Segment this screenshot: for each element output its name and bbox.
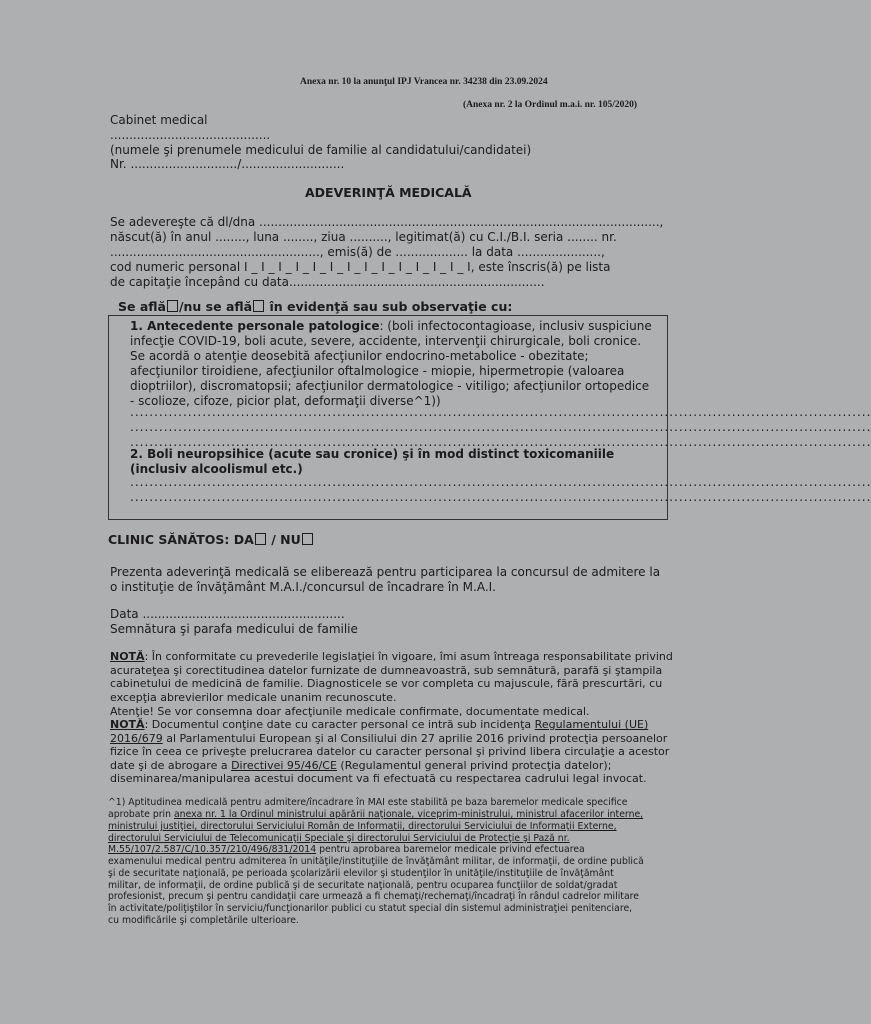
nota2-line-4 <box>110 759 611 773</box>
nota2-text-2b: al Parlamentului European şi al Consiliului din 27 aprilie 2016 privind protecţia persoanelor <box>162 732 668 745</box>
order-reference: (Anexa nr. 2 la Ordinul m.a.i. nr. 105/2020) <box>463 100 638 110</box>
clinic-label: CLINIC SĂNĂTOS: DA <box>108 532 254 547</box>
registration-number: Nr. ............................/........................... <box>110 157 345 171</box>
footnote-line-1: ^1) Aptitudinea medicală pentru admitere/încadrare în MAI este stabilită pe baza baremelor medicale specifice <box>108 797 628 808</box>
regulation-number-link[interactable]: 2016/679 <box>110 732 163 745</box>
footnote-line-4[interactable]: directorului Serviciului de Telecomunicaţii Speciale şi directorului Serviciului de Protecţie şi Pază nr. <box>108 833 570 844</box>
intro-line-1: Se adevereşte că dl/dna ........................................................................................................., <box>110 215 664 229</box>
footnote-line-2 <box>108 809 643 821</box>
nota2-text-4a: date şi de abrogare a <box>110 759 232 772</box>
section1-title: 1. Antecedente personale patologice <box>130 319 380 333</box>
date-field[interactable]: Data ..................................................... <box>110 607 345 621</box>
clinic-sep: / NU <box>271 532 301 547</box>
footnote-text-2a: aprobate prin <box>108 809 174 820</box>
evidence-suffix: în evidenţă sau sub observaţie cu: <box>269 299 513 314</box>
nota2-line-2 <box>110 732 667 746</box>
checkbox-da[interactable] <box>255 533 266 545</box>
footnote-line-9: profesionist, precum şi pentru candidaţii care urmează a fi chemaţi/rechemaţi/încadraţi în rândul cadrelor militare <box>108 891 639 902</box>
section1-line-5: dioptriilor), discromatopsii; afecţiunilor dermatologice - vitiligo; afecţiunilor ortopedice <box>130 379 650 393</box>
cabinet-dots: .......................................... <box>110 128 271 142</box>
nota2-label: NOTĂ <box>110 718 145 731</box>
footnote-line-3[interactable]: ministrului justiţiei, directorului Serviciului Român de Informaţii, directorului Serviciului de Informaţii Externe, <box>108 821 617 832</box>
section1-fill-line-1[interactable]: .......................................................................................................................................................... <box>130 405 871 419</box>
section1-text-0: : (boli infectocontagioase, inclusiv suspiciune <box>379 319 652 333</box>
footnote-line-11: cu modificările şi completările ulterioare. <box>108 915 299 926</box>
section1-line-6: - scolioze, cifoze, picior plat, deformaţii diverse^1)) <box>130 394 441 408</box>
nota2-text-1a: : Documentul conţine date cu caracter personal ce intră sub incidenţa <box>144 718 535 731</box>
section1-fill-line-2[interactable]: .......................................................................................................................................................... <box>130 420 871 434</box>
signature-label: Semnătura şi parafa medicului de familie <box>110 622 358 636</box>
checkbox-nu-se-afla[interactable] <box>253 300 264 312</box>
footnote-line-5 <box>108 844 585 856</box>
intro-line-4: cod numeric personal I _ I _ I _ I _ I _ I _ I _ I _ I _ I _ I _ I _ I _ I, este înscris(ă) pe lista <box>110 260 611 274</box>
section2-title-line-1: 2. Boli neuropsihice (acute sau cronice) şi în mod distinct toxicomaniile <box>130 447 615 461</box>
checkbox-se-afla[interactable] <box>167 300 178 312</box>
footnote-text-5b: pentru aprobarea baremelor medicale privind efectuarea <box>316 844 585 855</box>
footnote-line-8: militar, de informaţii, de ordine publică şi de securitate naţională, pentru ocuparea funcţiilor de soldat/gradat <box>108 880 618 891</box>
evidence-statement <box>118 299 512 314</box>
checkbox-nu[interactable] <box>302 533 313 545</box>
page-title: ADEVERINŢĂ MEDICALĂ <box>305 185 472 200</box>
intro-line-2: născut(ă) în anul ........, luna ........, ziua .........., legitimat(ă) cu C.I./B.I. seria ........ nr. <box>110 230 617 244</box>
evidence-middle: /nu se află <box>178 299 253 314</box>
nota1-text-0: : În conformitate cu prevederile legislaţiei în vigoare, îmi asum întreaga responsabilitate privind <box>144 650 673 663</box>
clinic-healthy-row <box>108 532 314 547</box>
purpose-line-1: Prezenta adeverinţă medicală se eliberează pentru participarea la concursul de admitere la <box>110 565 661 579</box>
intro-line-3: ......................................................., emis(ă) de ................... la data ......................, <box>110 245 605 259</box>
nota2-line-5: diseminarea/manipularea acestui document va fi efectuată cu respectarea cadrului legal invocat. <box>110 772 647 785</box>
intro-line-5: de capitaţie începând cu data................................................................... <box>110 275 545 289</box>
regulation-link[interactable]: Regulamentului (UE) <box>534 718 649 731</box>
annex-reference: Anexa nr. 10 la anunţul IPJ Vrancea nr. 34238 din 23.09.2024 <box>300 77 548 87</box>
section2-fill-line-2[interactable]: .......................................................................................................................................................... <box>130 490 871 504</box>
nota2-line-1 <box>110 718 648 732</box>
directive-link[interactable]: Directivei 95/46/CE <box>231 759 337 772</box>
cabinet-label: Cabinet medical <box>110 113 208 127</box>
section2-fill-line-1[interactable]: .......................................................................................................................................................... <box>130 475 871 489</box>
doctor-name-hint: (numele şi prenumele medicului de familie al candidatului/candidatei) <box>110 143 532 157</box>
section1-fill-line-3[interactable]: .......................................................................................................................................................... <box>130 435 871 449</box>
attention-note: Atenţie! Se vor consemna doar afecţiunile medicale confirmate, documentate medical. <box>110 705 590 718</box>
section1-line-3: Se acordă o atenţie deosebită afecţiunilor endocrino-metabolice - obezitate; <box>130 349 589 363</box>
nota1-label: NOTĂ <box>110 650 145 663</box>
nota1-line-1 <box>110 650 673 664</box>
purpose-line-2: o instituţie de învăţământ M.A.I./concursul de încadrare în M.A.I. <box>110 580 496 594</box>
nota1-line-2: acurateţea şi corectitudinea datelor furnizate de dumneavoastră, sub semnătură, parafă şi ştampila <box>110 664 663 677</box>
section1-line-2: infecţie COVID-19, boli acute, severe, accidente, intervenţii chirurgicale, boli cronice. <box>130 334 642 348</box>
footnote-line-7: şi de securitate naţională, pe perioada şcolarizării elevilor şi studenţilor în unităţile/instituţiile de învăţământ <box>108 868 614 879</box>
footnote-line-6: examenului medical pentru admiterea în unităţile/instituţiile de învăţământ militar, de informaţii, de ordine publică <box>108 856 644 867</box>
nota1-line-4: excepţia abrevierilor medicale unanim recunoscute. <box>110 691 397 704</box>
section2-title-line-2: (inclusiv alcoolismul etc.) <box>130 462 303 476</box>
order-annex-link[interactable]: anexa nr. 1 la Ordinul ministrului apărării naţionale, viceprim-ministrului, ministrul afacerilor interne, <box>173 809 644 820</box>
nota2-text-4c: (Regulamentul general privind protecţia datelor); <box>336 759 612 772</box>
footnote-line-10: în activitate/poliţiştilor în serviciu/funcţionarilor publici cu statut special din sistemul administraţiei penitenciare, <box>108 903 633 914</box>
section1-line-1 <box>130 319 652 334</box>
nota2-line-3: fizice în ceea ce priveşte prelucrarea datelor cu caracter personal şi privind libera circulaţie a acestor <box>110 745 670 758</box>
section1-line-4: afecţiunilor tiroidiene, afecţiunilor oftalmologice - miopie, hipermetropie (valoarea <box>130 364 625 378</box>
evidence-prefix: Se află <box>118 299 166 314</box>
order-number-link[interactable]: M.55/107/2.587/C/10.357/210/496/831/2014 <box>108 844 317 855</box>
nota1-line-3: cabinetului de medicină de familie. Diagnosticele se vor completa cu majuscule, fără prescurtări, cu <box>110 677 663 690</box>
